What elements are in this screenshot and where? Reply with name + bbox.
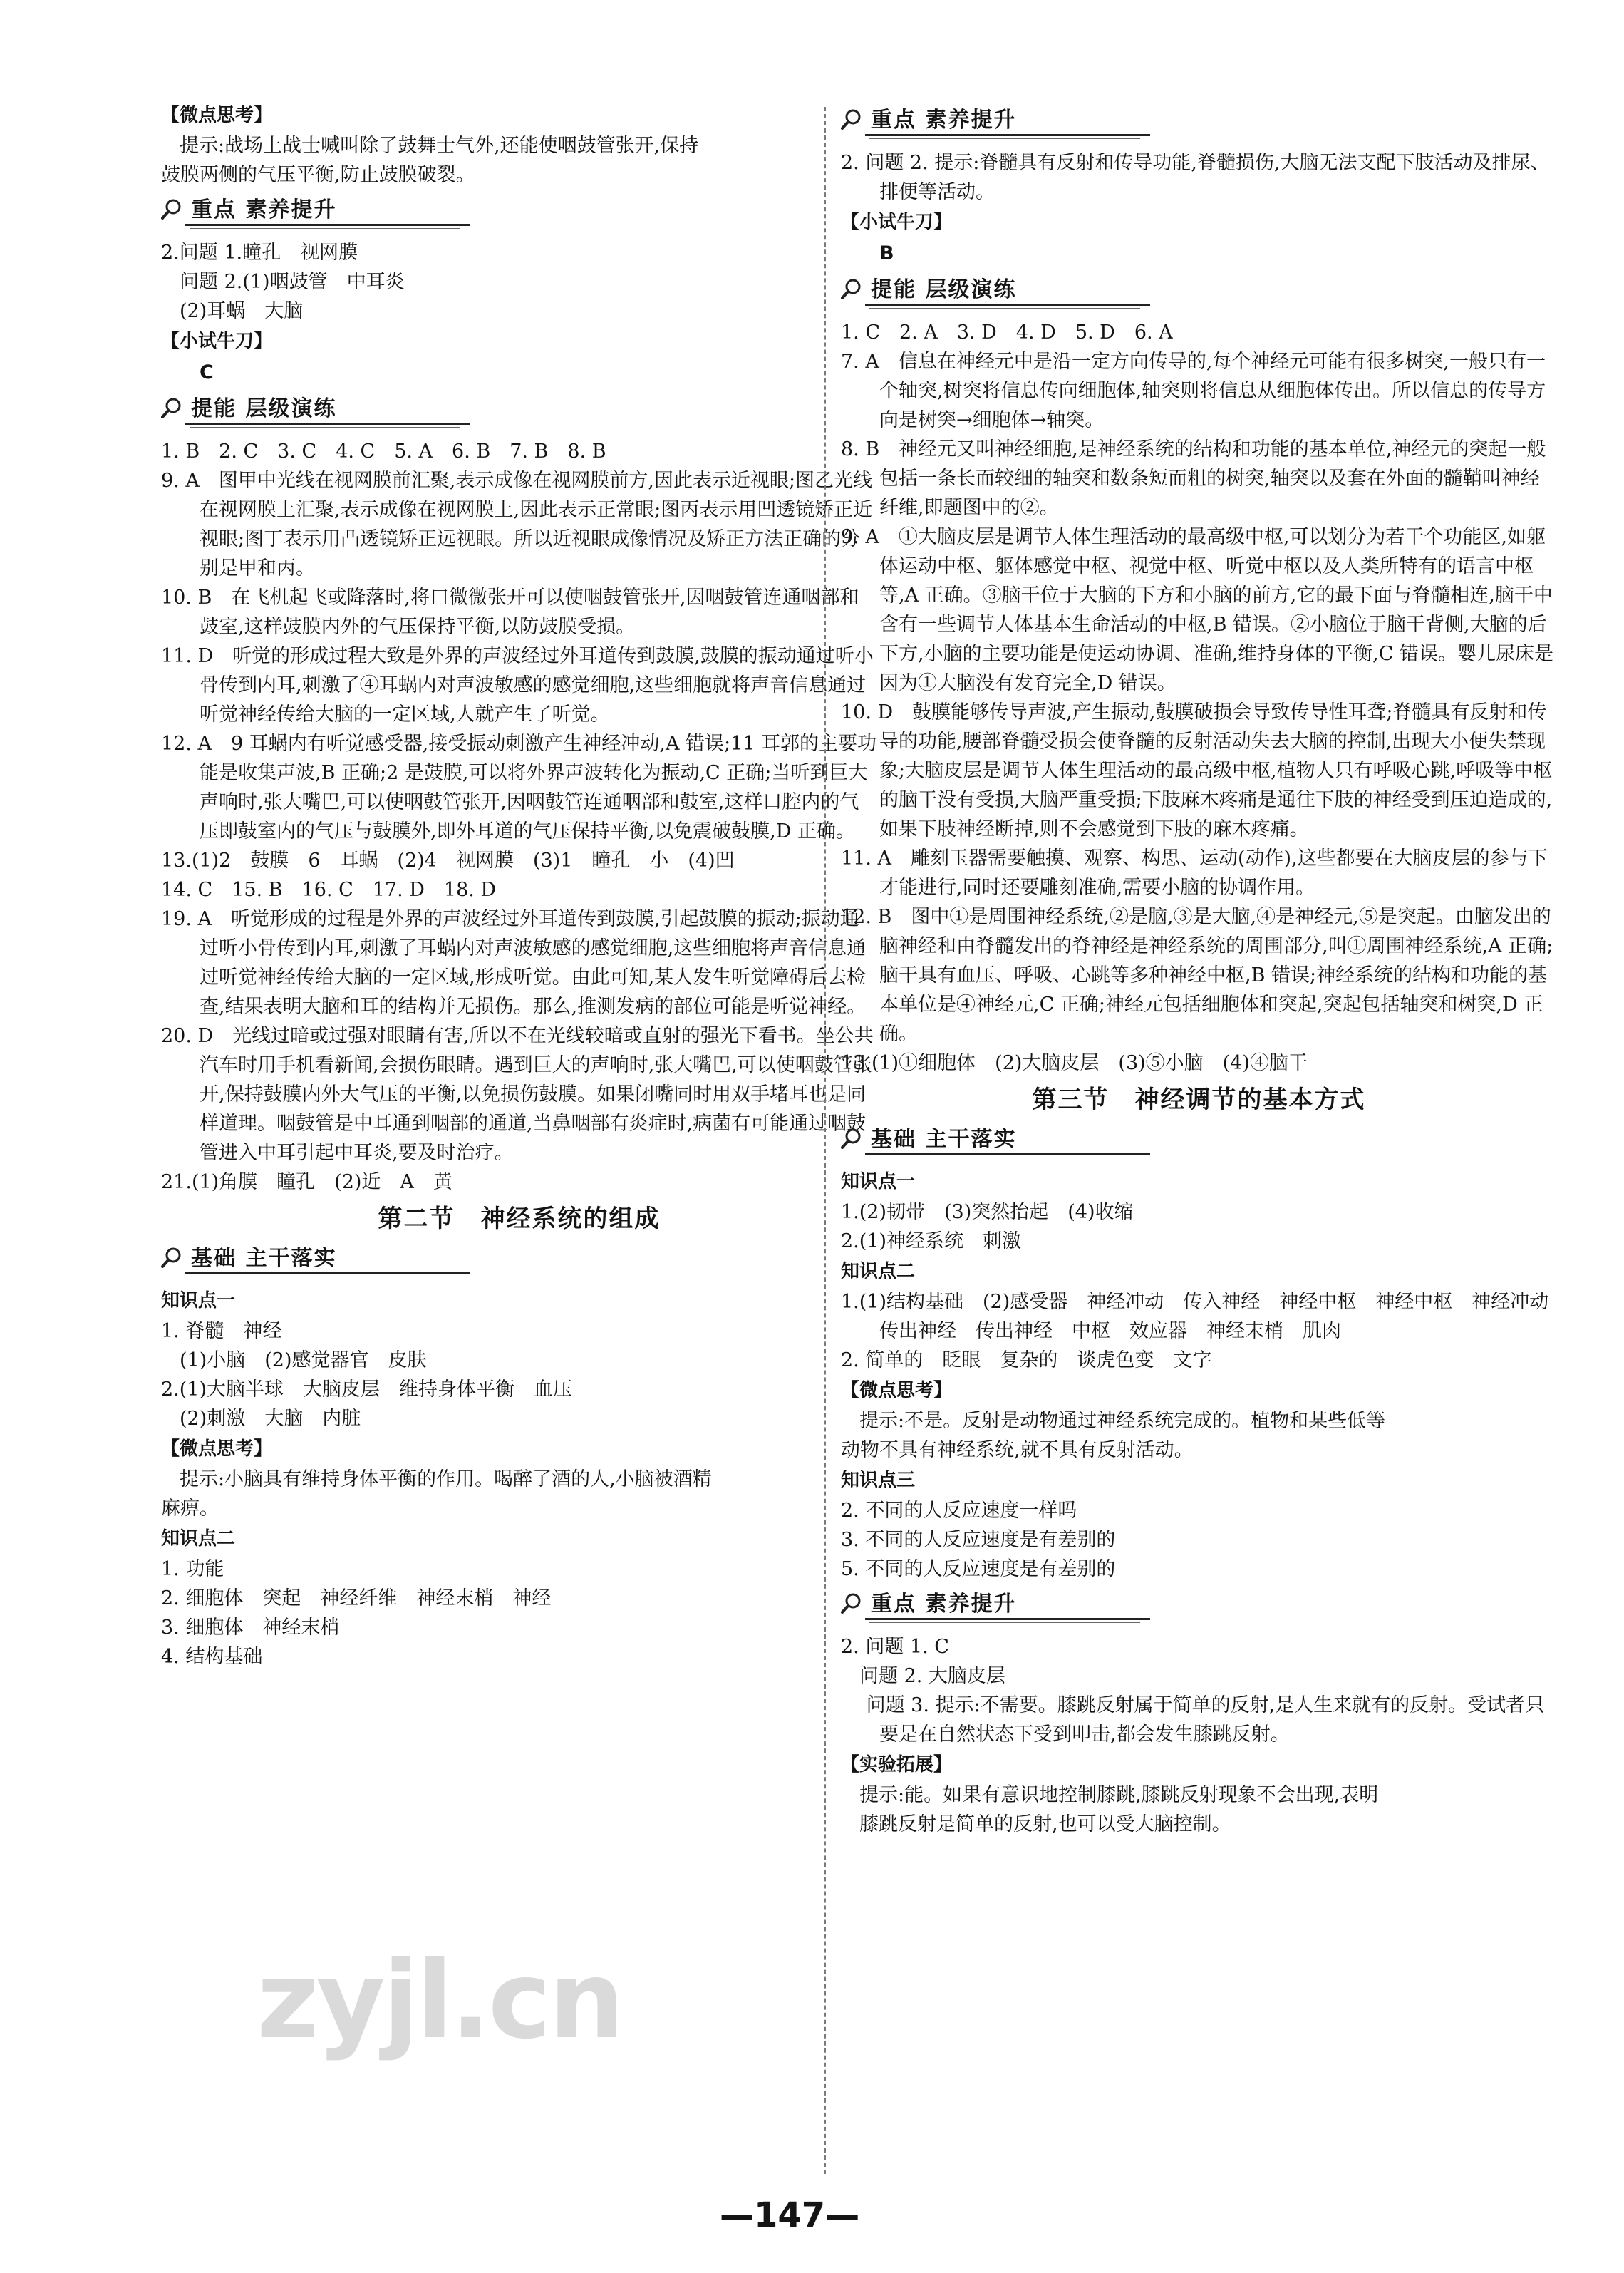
text-line: 20. D 光线过暗或过强对眼睛有害,所以不在光线较暗或直射的强光下看书。坐公共汽车时用手机看新闻,会损伤眼睛。遇到巨大的声响时,张大嘴巴,可以使咽鼓管张开,保持鼓膜内外大气压的平衡,以免损伤鼓膜。如果闭嘴同时用双手堵耳也是同样道理。咽鼓管是中耳通到咽部的通道,当鼻咽部有炎症时,病菌有可能通过咽鼓管进入中耳引起中耳炎,要及时治疗。 <box>161 1025 874 1164</box>
text-line: 2. 简单的 眨眼 复杂的 谈虎色变 文字 <box>841 1349 1212 1371</box>
knowledge-point-label: 知识点二 <box>841 1261 916 1282</box>
chapter-section-title: 第三节 神经调节的基本方式 <box>1032 1086 1366 1114</box>
chapter-section-title: 第二节 神经系统的组成 <box>378 1205 661 1233</box>
bracket-heading: 【实验拓展】 <box>841 1754 953 1775</box>
text-line: 提示:能。如果有意识地控制膝跳,膝跳反射现象不会出现,表明 <box>859 1784 1379 1806</box>
section-header <box>841 1123 1557 1163</box>
magnifier-icon <box>841 108 862 130</box>
section-header-text: 提能 层级演练 <box>871 277 1017 302</box>
text-line: 2.(1)大脑半球 大脑皮层 维持身体平衡 血压 <box>161 1378 573 1401</box>
text-line: (1)小脑 (2)感觉器官 皮肤 <box>180 1349 427 1371</box>
text-line: 11. A 雕刻玉器需要触摸、观察、构思、运动(动作),这些都要在大脑皮层的参与下才能进行,同时还要雕刻准确,需要小脑的协调作用。 <box>841 847 1548 899</box>
magnifier-icon <box>841 1592 862 1614</box>
text-line: 21.(1)角膜 瞳孔 (2)近 A 黄 <box>161 1171 452 1193</box>
text-line: 问题 3. 提示:不需要。膝跳反射属于简单的反射,是人生来就有的反射。受试者只要是在自然状态下受到叩击,都会发生膝跳反射。 <box>841 1694 1545 1746</box>
header-underline <box>865 304 1150 306</box>
text-line: 1. 脊髓 神经 <box>161 1320 282 1342</box>
text-line: 12. A 9 耳蜗内有听觉感受器,接受振动刺激产生神经冲动,A 错误;11 耳郭的主要功能是收集声波,B 正确;2 是鼓膜,可以将外界声波转化为振动,C 正确;当听到巨大声响时,张大嘴巴,可以使咽鼓管张开,因咽鼓管连通咽部和鼓室,这样口腔内的气压即鼓室内的气压与鼓膜外,即外耳道的气压保持平衡,以免震破鼓膜,D 正确。 <box>161 733 877 842</box>
text-line: (2)刺激 大脑 内脏 <box>180 1408 361 1430</box>
text-line: 鼓膜两侧的气压平衡,防止鼓膜破裂。 <box>161 164 475 186</box>
knowledge-point-label: 知识点二 <box>161 1528 236 1550</box>
header-underline <box>865 134 1150 136</box>
text-line: 2. 细胞体 突起 神经纤维 神经末梢 神经 <box>161 1587 552 1609</box>
bracket-heading: 【小试牛刀】 <box>161 331 273 352</box>
header-underline <box>865 1618 1150 1620</box>
section-header-text: 基础 主干落实 <box>871 1127 1017 1152</box>
text-line: 13.(1)①细胞体 (2)大脑皮层 (3)⑤小脑 (4)④脑干 <box>841 1052 1308 1074</box>
header-underline <box>185 224 470 226</box>
text-line: 2. 问题 2. 提示:脊髓具有反射和传导功能,脊髓损伤,大脑无法支配下肢活动及排尿、排便等活动。 <box>841 152 1550 203</box>
section-header-text: 重点 素养提升 <box>871 108 1017 133</box>
answer-letter: B <box>879 242 894 264</box>
text-line: 1.(1)结构基础 (2)感受器 神经冲动 传入神经 神经中枢 神经中枢 神经冲动 传出神经 传出神经 中枢 效应器 神经末梢 肌肉 <box>841 1291 1568 1342</box>
text-line: 9. A ①大脑皮层是调节人体生理活动的最高级中枢,可以划分为若干个功能区,如躯体运动中枢、躯体感觉中枢、视觉中枢、听觉中枢以及人类所特有的语言中枢等,A 正确。③脑干位于大脑的下方和小脑的前方,它的最下面与脊髓相连,脑干中含有一些调节人体基本生命活动的中枢,B 错误。②小脑位于脑干背侧,大脑的后下方,小脑的主要功能是使运动协调、准确,维持身体的平衡,C 错误。婴儿尿床是因为①大脑没有发育完全,D 错误。 <box>841 526 1553 694</box>
magnifier-icon <box>841 1128 862 1149</box>
header-underline <box>869 308 1140 309</box>
text-line: 1. C 2. A 3. D 4. D 5. D 6. A <box>841 321 1173 344</box>
text-line: 10. B 在飞机起飞或降落时,将口微微张开可以使咽鼓管张开,因咽鼓管连通咽部和鼓室,这样鼓膜内外的气压保持平衡,以防鼓膜受损。 <box>161 587 859 638</box>
bracket-heading: 【微点思考】 <box>161 1438 273 1460</box>
page-number: —147— <box>720 2195 860 2235</box>
text-line: 1. 功能 <box>161 1558 224 1580</box>
header-underline <box>185 423 470 425</box>
text-line: (2)耳蜗 大脑 <box>180 300 304 322</box>
text-line: 1.(2)韧带 (3)突然抬起 (4)收缩 <box>841 1201 1134 1223</box>
left-column <box>161 100 877 1671</box>
right-column <box>841 100 1568 1839</box>
text-line: 11. D 听觉的形成过程大致是外界的声波经过外耳道传到鼓膜,鼓膜的振动通过听小骨传到内耳,刺激了④耳蜗内对声波敏感的感觉细胞,这些细胞就将声音信息通过听觉神经传给大脑的一定区域,人就产生了听觉。 <box>161 645 874 726</box>
section-header <box>161 393 877 433</box>
text-line: 19. A 听觉形成的过程是外界的声波经过外耳道传到鼓膜,引起鼓膜的振动;振动通过听小骨传到内耳,刺激了耳蜗内对声波敏感的感觉细胞,这些细胞将声音信息通过听觉神经传给大脑的一定区域,形成听觉。由此可知,某人发生听觉障碍后去检查,结果表明大脑和耳的结构并无损伤。那么,推测发病的部位可能是听觉神经。 <box>161 908 867 1018</box>
text-line: 3. 不同的人反应速度是有差别的 <box>841 1529 1116 1551</box>
header-underline <box>185 1272 470 1274</box>
watermark: zyjl.cn <box>257 1939 622 2063</box>
magnifier-icon <box>161 1247 182 1268</box>
header-underline <box>865 1153 1150 1155</box>
answer-letter: C <box>200 361 214 383</box>
text-line: 5. 不同的人反应速度是有差别的 <box>841 1558 1116 1580</box>
text-line: 2.问题 1.瞳孔 视网膜 <box>161 242 358 264</box>
text-line: 2. 不同的人反应速度一样吗 <box>841 1500 1077 1522</box>
text-line: 1. B 2. C 3. C 4. C 5. A 6. B 7. B 8. B <box>161 440 606 463</box>
text-line: 问题 2. 大脑皮层 <box>859 1665 1005 1687</box>
header-underline <box>869 1622 1140 1623</box>
section-header <box>161 1242 877 1282</box>
text-line: 10. D 鼓膜能够传导声波,产生振动,鼓膜破损会导致传导性耳聋;脊髓具有反射和传导的功能,腰部脊髓受损会使脊髓的反射活动失去大脑的控制,出现大小便失禁现象;大脑皮层是调节人体生理活动的最高级中枢,植物人只有呼吸心跳,呼吸等中枢的脑干没有受损,大脑严重受损;下肢麻木疼痛是通往下肢的神经受到压迫造成的,如果下肢神经断掉,则不会感觉到下肢的麻木疼痛。 <box>841 701 1553 840</box>
knowledge-point-label: 知识点三 <box>841 1470 916 1491</box>
text-line: 8. B 神经元又叫神经细胞,是神经系统的结构和功能的基本单位,神经元的突起一般包括一条长而较细的轴突和数条短而粗的树突,轴突以及套在外面的髓鞘叫神经纤维,即题图中的②。 <box>841 438 1546 519</box>
header-underline <box>869 138 1140 139</box>
section-header-text: 基础 主干落实 <box>191 1246 337 1271</box>
text-line: 提示:战场上战士喊叫除了鼓舞士气外,还能使咽鼓管张开,保持 <box>180 135 699 157</box>
header-underline <box>190 228 460 229</box>
section-header <box>161 194 877 234</box>
text-line: 14. C 15. B 16. C 17. D 18. D <box>161 879 497 901</box>
bracket-heading: 【微点思考】 <box>161 105 273 126</box>
text-line: 麻痹。 <box>161 1498 219 1520</box>
text-line: 动物不具有神经系统,就不具有反射活动。 <box>841 1439 1194 1461</box>
column-divider <box>824 107 826 2174</box>
bracket-heading: 【小试牛刀】 <box>841 212 953 233</box>
section-header-text: 重点 素养提升 <box>871 1592 1017 1617</box>
section-header-text: 提能 层级演练 <box>191 396 337 421</box>
text-line: 13.(1)2 鼓膜 6 耳蜗 (2)4 视网膜 (3)1 瞳孔 小 (4)凹 <box>161 850 735 872</box>
text-line: 3. 细胞体 神经末梢 <box>161 1617 340 1639</box>
text-line: 2.(1)神经系统 刺激 <box>841 1230 1022 1252</box>
section-header <box>841 274 1557 314</box>
text-line: 9. A 图甲中光线在视网膜前汇聚,表示成像在视网膜前方,因此表示近视眼;图乙光线在视网膜上汇聚,表示成像在视网膜上,因此表示正常眼;图丙表示用凹透镜矫正近视眼;图丁表示用凸透镜矫正远视眼。所以近视眼成像情况及矫正方法正确的分别是甲和丙。 <box>161 470 873 579</box>
bracket-heading: 【微点思考】 <box>841 1380 953 1401</box>
section-header <box>841 104 1557 144</box>
magnifier-icon <box>161 198 182 220</box>
text-line: 问题 2.(1)咽鼓管 中耳炎 <box>180 271 405 293</box>
text-line: 提示:小脑具有维持身体平衡的作用。喝醉了酒的人,小脑被酒精 <box>180 1468 712 1490</box>
text-line: 2. 问题 1. C <box>841 1636 949 1658</box>
text-line: 7. A 信息在神经元中是沿一定方向传导的,每个神经元可能有很多树突,一般只有一个轴突,树突将信息传向细胞体,轴突则将信息从细胞体传出。所以信息的传导方向是树突→细胞体→轴突。 <box>841 351 1546 431</box>
magnifier-icon <box>161 397 182 418</box>
section-header-text: 重点 素养提升 <box>191 197 337 222</box>
text-line: 12. B 图中①是周围神经系统,②是脑,③是大脑,④是神经元,⑤是突起。由脑发出的脑神经和由脊髓发出的脊神经是神经系统的周围部分,叫①周围神经系统,A 正确;脑干具有血压、呼吸、心跳等多种神经中枢,B 错误;神经系统的结构和功能的基本单位是④神经元,C 正确;神经元包括细胞体和突起,突起包括轴突和树突,D 正确。 <box>841 906 1553 1045</box>
text-line: 膝跳反射是简单的反射,也可以受大脑控制。 <box>859 1813 1231 1835</box>
knowledge-point-label: 知识点一 <box>841 1171 916 1192</box>
knowledge-point-label: 知识点一 <box>161 1290 236 1311</box>
section-header <box>841 1588 1557 1628</box>
text-line: 提示:不是。反射是动物通过神经系统完成的。植物和某些低等 <box>859 1410 1386 1432</box>
magnifier-icon <box>841 278 862 299</box>
header-underline <box>190 427 460 428</box>
text-line: 4. 结构基础 <box>161 1646 263 1668</box>
